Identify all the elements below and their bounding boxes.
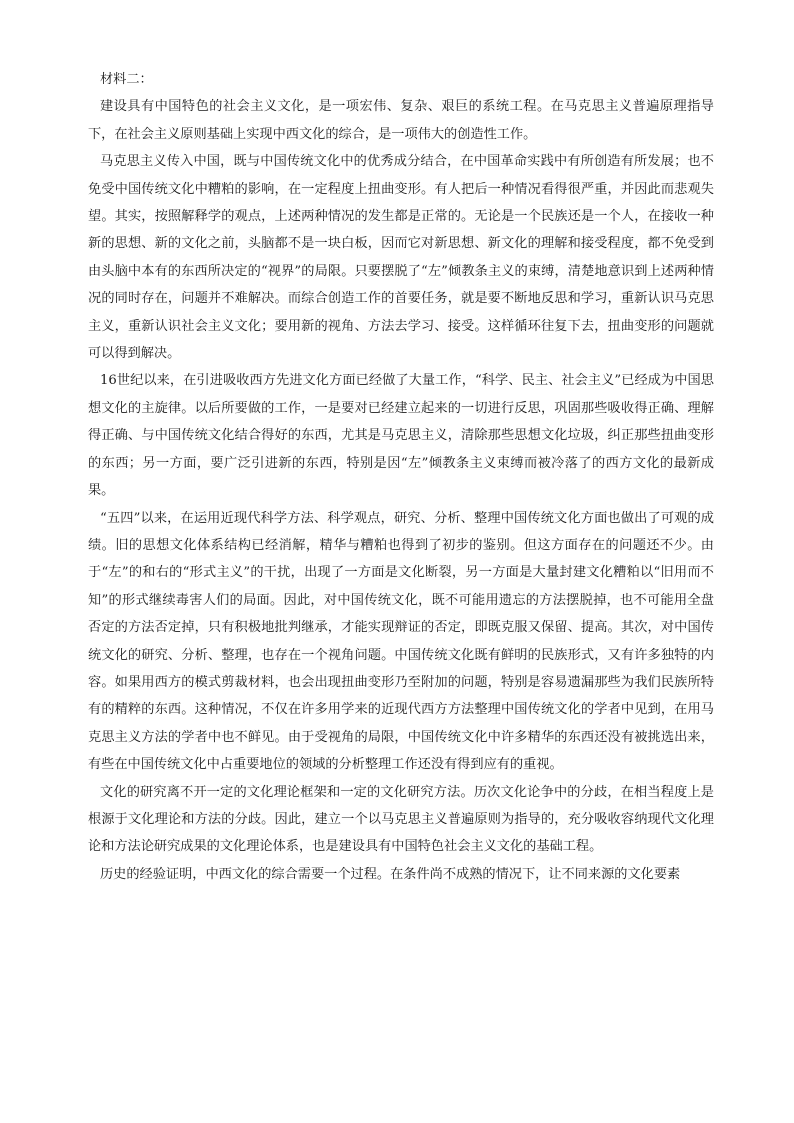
paragraph-6: 历史的经验证明，中西文化的综合需要一个过程。在条件尚不成熟的情况下，让不同来源的文化要素 bbox=[100, 866, 681, 882]
paragraph-2: 马克思主义传入中国，既与中国传统文化中的优秀成分结合，在中国革命实践中有所创造有所发展；也不免受中国传统文化中糟粕的影响，在一定程度上扭曲变形。有人把后一种情况看得很严重，并因此而悲观失望。其实，按照解释学的观点，上述两种情况的发生都是正常的。无论是一个民族还是一个人，在接收一种新的思想、新的文化之前，头脑都不是一块白板，因而它对新思想、新文化的理解和接受程度，都不免受到由头脑中本有的东西所决定的“视界”的局限。只要摆脱了“左”倾教条主义的束缚，清楚地意识到上述两种情况的同时存在，问题并不难解决。而综合创造工作的首要任务，就是要不断地反思和学习，重新认识马克思主义，重新认识社会主义文化；要用新的视角、方法去学习、接受。这样循环往复下去，扭曲变形的问题就可以得到解决。 bbox=[88, 154, 714, 362]
paragraph-5: 文化的研究离不开一定的文化理论框架和一定的文化研究方法。历次文化论争中的分歧，在相当程度上是根源于文化理论和方法的分歧。因此，建立一个以马克思主义普遍原则为指导的，充分吸收容纳现代文化理论和方法论研究成果的文化理论体系，也是建设具有中国特色社会主义文化的基础工程。 bbox=[88, 784, 714, 855]
paragraph-3: 16世纪以来，在引进吸收西方先进文化方面已经做了大量工作，“科学、民主、社会主义”已经成为中国思想文化的主旋律。以后所要做的工作，一是要对已经建立起来的一切进行反思，巩固那些吸收得正确、理解得正确、与中国传统文化结合得好的东西，尤其是马克思主义，清除那些思想文化垃圾，纠正那些扭曲变形的东西；另一方面，要广泛引进新的东西，特别是因“左”倾教条主义束缚而被冷落了的西方文化的最新成果。 bbox=[88, 373, 714, 499]
paragraph-4: “五四”以来，在运用近现代科学方法、科学观点，研究、分析、整理中国传统文化方面也做出了可观的成绩。旧的思想文化体系结构已经消解，精华与糟粕也得到了初步的鉴别。但这方面存在的问题还不少。由于“左”的和右的“形式主义”的干扰，出现了一方面是文化断裂，另一方面是大量封建文化糟粕以“旧用而不知”的形式继续毒害人们的局面。因此，对中国传统文化，既不可能用遗忘的方法摆脱掉，也不可能用全盘否定的方法否定掉，只有积极地批判继承，才能实现辩证的否定，即既克服又保留、提高。其次，对中国传统文化的研究、分析、整理，也存在一个视角问题。中国传统文化既有鲜明的民族形式，又有许多独特的内容。如果用西方的模式剪裁材料，也会出现扭曲变形乃至附加的问题，特别是容易遗漏那些为我们民族所特有的精粹的东西。这种情况，不仅在许多用学来的近现代西方方法整理中国传统文化的学者中见到，在用马克思主义方法的学者中也不鲜见。由于受视角的局限，中国传统文化中许多精华的东西还没有被挑选出来，有些在中国传统文化中占重要地位的领域的分析整理工作还没有得到应有的重视。 bbox=[88, 510, 714, 773]
document-body bbox=[88, 66, 714, 888]
paragraph-1: 建设具有中国特色的社会主义文化，是一项宏伟、复杂、艰巨的系统工程。在马克思主义普遍原理指导下，在社会主义原则基础上实现中西文化的综合，是一项伟大的创造性工作。 bbox=[88, 99, 714, 142]
material-heading: 材料二： bbox=[100, 72, 153, 87]
